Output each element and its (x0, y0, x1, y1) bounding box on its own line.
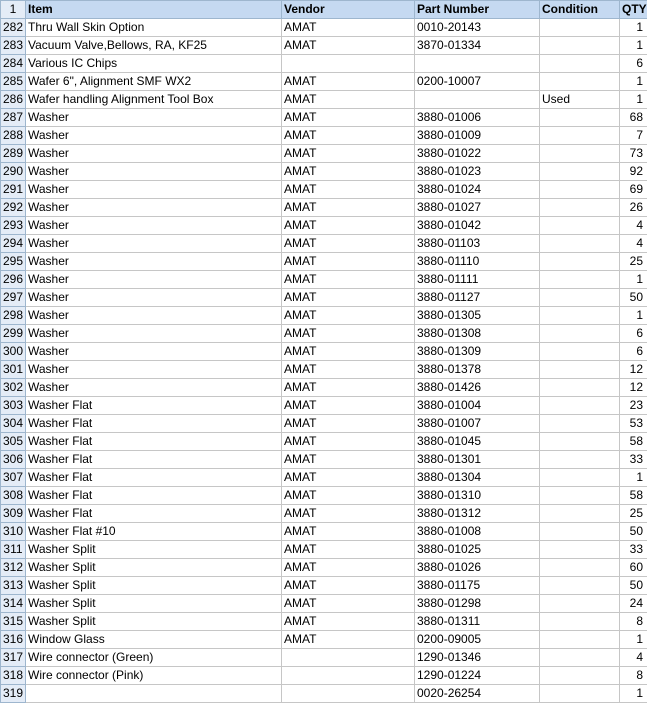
table-body (1, 1, 647, 703)
table-row (1, 433, 647, 451)
cell-part-number[interactable]: 3880-01103 (415, 235, 540, 253)
cell-condition[interactable] (540, 271, 620, 289)
cell-item[interactable]: Washer Split (26, 541, 282, 559)
table-row (1, 55, 647, 73)
cell-item[interactable]: Various IC Chips (26, 55, 282, 73)
column-header-condition[interactable]: Condition (540, 1, 620, 19)
cell-condition[interactable] (540, 253, 620, 271)
cell-item[interactable]: Washer (26, 217, 282, 235)
cell-condition[interactable] (540, 613, 620, 631)
row-header[interactable]: 297 (1, 289, 26, 307)
cell-qty[interactable]: 73 (620, 145, 647, 163)
cell-item[interactable]: Washer Flat (26, 451, 282, 469)
cell-vendor[interactable]: AMAT (282, 163, 415, 181)
cell-part-number[interactable]: 3880-01308 (415, 325, 540, 343)
row-header[interactable]: 304 (1, 415, 26, 433)
cell-part-number[interactable]: 1290-01346 (415, 649, 540, 667)
cell-condition[interactable] (540, 109, 620, 127)
table-row (1, 685, 647, 703)
cell-vendor[interactable]: AMAT (282, 271, 415, 289)
cell-vendor[interactable]: AMAT (282, 505, 415, 523)
cell-part-number[interactable]: 3880-01111 (415, 271, 540, 289)
row-header[interactable]: 311 (1, 541, 26, 559)
table-row (1, 469, 647, 487)
cell-item[interactable]: Thru Wall Skin Option (26, 19, 282, 37)
row-header[interactable]: 285 (1, 73, 26, 91)
row-header[interactable]: 288 (1, 127, 26, 145)
cell-qty[interactable]: 33 (620, 451, 647, 469)
cell-vendor[interactable]: AMAT (282, 127, 415, 145)
cell-qty[interactable]: 68 (620, 109, 647, 127)
table-row (1, 649, 647, 667)
cell-condition[interactable] (540, 181, 620, 199)
row-header[interactable]: 295 (1, 253, 26, 271)
cell-vendor[interactable] (282, 55, 415, 73)
header-row (1, 1, 647, 19)
cell-qty[interactable]: 8 (620, 667, 647, 685)
column-header-qty[interactable]: QTY (620, 1, 647, 19)
table-row (1, 505, 647, 523)
row-header[interactable]: 317 (1, 649, 26, 667)
table-row (1, 325, 647, 343)
cell-condition[interactable] (540, 685, 620, 703)
cell-vendor[interactable]: AMAT (282, 541, 415, 559)
cell-item[interactable]: Washer (26, 379, 282, 397)
cell-item[interactable]: Washer (26, 199, 282, 217)
cell-qty[interactable]: 50 (620, 523, 647, 541)
cell-condition[interactable] (540, 145, 620, 163)
cell-qty[interactable]: 58 (620, 433, 647, 451)
row-header[interactable]: 308 (1, 487, 26, 505)
cell-condition[interactable] (540, 37, 620, 55)
cell-vendor[interactable]: AMAT (282, 325, 415, 343)
cell-part-number[interactable]: 3880-01426 (415, 379, 540, 397)
cell-qty[interactable]: 7 (620, 127, 647, 145)
cell-item[interactable]: Washer Flat (26, 487, 282, 505)
cell-item[interactable]: Washer (26, 163, 282, 181)
table-row (1, 361, 647, 379)
cell-condition[interactable] (540, 469, 620, 487)
cell-vendor[interactable]: AMAT (282, 379, 415, 397)
cell-part-number[interactable]: 3880-01312 (415, 505, 540, 523)
cell-condition[interactable]: Used (540, 91, 620, 109)
cell-item[interactable]: Washer Flat (26, 415, 282, 433)
row-header[interactable]: 291 (1, 181, 26, 199)
cell-condition[interactable] (540, 307, 620, 325)
cell-vendor[interactable]: AMAT (282, 397, 415, 415)
cell-vendor[interactable] (282, 649, 415, 667)
table-row (1, 559, 647, 577)
cell-qty[interactable]: 33 (620, 541, 647, 559)
cell-vendor[interactable]: AMAT (282, 631, 415, 649)
cell-qty[interactable]: 1 (620, 37, 647, 55)
cell-condition[interactable] (540, 361, 620, 379)
row-header[interactable]: 287 (1, 109, 26, 127)
cell-vendor[interactable]: AMAT (282, 199, 415, 217)
table-row (1, 307, 647, 325)
cell-part-number[interactable]: 3880-01304 (415, 469, 540, 487)
row-header[interactable]: 284 (1, 55, 26, 73)
cell-condition[interactable] (540, 217, 620, 235)
table-row (1, 523, 647, 541)
row-header[interactable]: 300 (1, 343, 26, 361)
cell-part-number[interactable]: 3880-01009 (415, 127, 540, 145)
cell-condition[interactable] (540, 73, 620, 91)
row-header[interactable]: 318 (1, 667, 26, 685)
cell-vendor[interactable]: AMAT (282, 451, 415, 469)
row-header[interactable]: 313 (1, 577, 26, 595)
cell-vendor[interactable]: AMAT (282, 361, 415, 379)
cell-qty[interactable]: 12 (620, 379, 647, 397)
row-header[interactable]: 283 (1, 37, 26, 55)
cell-item[interactable] (26, 685, 282, 703)
table-row (1, 109, 647, 127)
table-row (1, 631, 647, 649)
table-row (1, 37, 647, 55)
cell-qty[interactable]: 4 (620, 217, 647, 235)
cell-condition[interactable] (540, 541, 620, 559)
table-row (1, 199, 647, 217)
cell-qty[interactable]: 1 (620, 469, 647, 487)
cell-qty[interactable]: 1 (620, 271, 647, 289)
cell-item[interactable]: Washer Flat (26, 505, 282, 523)
row-header[interactable]: 298 (1, 307, 26, 325)
cell-item[interactable]: Vacuum Valve,Bellows, RA, KF25 (26, 37, 282, 55)
cell-item[interactable]: Washer (26, 325, 282, 343)
table-row (1, 541, 647, 559)
cell-item[interactable]: Wafer handling Alignment Tool Box (26, 91, 282, 109)
cell-vendor[interactable]: AMAT (282, 109, 415, 127)
cell-qty[interactable]: 25 (620, 505, 647, 523)
row-header[interactable]: 306 (1, 451, 26, 469)
table-row (1, 667, 647, 685)
cell-qty[interactable]: 1 (620, 91, 647, 109)
cell-qty[interactable]: 1 (620, 73, 647, 91)
row-header[interactable]: 315 (1, 613, 26, 631)
cell-part-number[interactable]: 3880-01305 (415, 307, 540, 325)
cell-condition[interactable] (540, 163, 620, 181)
cell-item[interactable]: Washer Split (26, 613, 282, 631)
cell-condition[interactable] (540, 433, 620, 451)
table-row (1, 595, 647, 613)
cell-qty[interactable]: 50 (620, 577, 647, 595)
cell-vendor[interactable]: AMAT (282, 523, 415, 541)
cell-condition[interactable] (540, 379, 620, 397)
cell-vendor[interactable]: AMAT (282, 181, 415, 199)
cell-qty[interactable]: 92 (620, 163, 647, 181)
row-header[interactable]: 296 (1, 271, 26, 289)
table-row (1, 145, 647, 163)
table-row (1, 163, 647, 181)
cell-qty[interactable]: 26 (620, 199, 647, 217)
cell-part-number[interactable]: 3880-01022 (415, 145, 540, 163)
cell-condition[interactable] (540, 397, 620, 415)
cell-item[interactable]: Wafer 6", Alignment SMF WX2 (26, 73, 282, 91)
cell-vendor[interactable]: AMAT (282, 613, 415, 631)
cell-vendor[interactable]: AMAT (282, 235, 415, 253)
cell-condition[interactable] (540, 559, 620, 577)
row-header[interactable]: 294 (1, 235, 26, 253)
cell-item[interactable]: Washer Flat (26, 469, 282, 487)
cell-vendor[interactable] (282, 685, 415, 703)
table-row (1, 217, 647, 235)
row-header[interactable]: 302 (1, 379, 26, 397)
cell-item[interactable]: Washer Split (26, 577, 282, 595)
cell-condition[interactable] (540, 631, 620, 649)
cell-vendor[interactable]: AMAT (282, 37, 415, 55)
table-row (1, 397, 647, 415)
cell-qty[interactable]: 24 (620, 595, 647, 613)
cell-vendor[interactable] (282, 667, 415, 685)
cell-qty[interactable]: 12 (620, 361, 647, 379)
cell-condition[interactable] (540, 577, 620, 595)
cell-vendor[interactable]: AMAT (282, 217, 415, 235)
cell-vendor[interactable]: AMAT (282, 577, 415, 595)
cell-part-number[interactable]: 3880-01004 (415, 397, 540, 415)
cell-part-number[interactable]: 3870-01334 (415, 37, 540, 55)
row-header[interactable]: 286 (1, 91, 26, 109)
cell-vendor[interactable]: AMAT (282, 253, 415, 271)
cell-part-number[interactable]: 0200-10007 (415, 73, 540, 91)
cell-part-number[interactable]: 3880-01378 (415, 361, 540, 379)
cell-part-number[interactable]: 3880-01026 (415, 559, 540, 577)
cell-part-number[interactable] (415, 91, 540, 109)
table-row (1, 343, 647, 361)
cell-item[interactable]: Washer (26, 127, 282, 145)
table-row (1, 415, 647, 433)
row-header[interactable]: 303 (1, 397, 26, 415)
table-row (1, 235, 647, 253)
cell-qty[interactable]: 1 (620, 631, 647, 649)
cell-item[interactable]: Wire connector (Pink) (26, 667, 282, 685)
cell-qty[interactable]: 23 (620, 397, 647, 415)
table-row (1, 181, 647, 199)
cell-condition[interactable] (540, 505, 620, 523)
cell-item[interactable]: Window Glass (26, 631, 282, 649)
table-row (1, 73, 647, 91)
row-header[interactable]: 290 (1, 163, 26, 181)
row-header[interactable]: 307 (1, 469, 26, 487)
cell-condition[interactable] (540, 325, 620, 343)
cell-vendor[interactable]: AMAT (282, 343, 415, 361)
cell-condition[interactable] (540, 523, 620, 541)
cell-part-number[interactable]: 3880-01045 (415, 433, 540, 451)
cell-item[interactable]: Washer (26, 361, 282, 379)
cell-part-number[interactable]: 1290-01224 (415, 667, 540, 685)
table-row (1, 19, 647, 37)
cell-qty[interactable]: 8 (620, 613, 647, 631)
row-header[interactable]: 305 (1, 433, 26, 451)
table-row (1, 253, 647, 271)
cell-part-number[interactable]: 3880-01027 (415, 199, 540, 217)
cell-part-number[interactable]: 3880-01023 (415, 163, 540, 181)
cell-item[interactable]: Washer (26, 109, 282, 127)
row-header[interactable]: 301 (1, 361, 26, 379)
table-row (1, 271, 647, 289)
table-row (1, 451, 647, 469)
cell-condition[interactable] (540, 649, 620, 667)
cell-vendor[interactable]: AMAT (282, 307, 415, 325)
cell-part-number[interactable]: 0010-20143 (415, 19, 540, 37)
row-header[interactable]: 310 (1, 523, 26, 541)
cell-qty[interactable]: 53 (620, 415, 647, 433)
cell-part-number[interactable] (415, 55, 540, 73)
row-header[interactable]: 292 (1, 199, 26, 217)
cell-qty[interactable]: 58 (620, 487, 647, 505)
row-header[interactable]: 316 (1, 631, 26, 649)
row-header[interactable]: 1 (1, 1, 26, 19)
cell-item[interactable]: Washer (26, 235, 282, 253)
cell-qty[interactable]: 25 (620, 253, 647, 271)
row-header[interactable]: 309 (1, 505, 26, 523)
cell-qty[interactable]: 1 (620, 685, 647, 703)
cell-condition[interactable] (540, 595, 620, 613)
row-header[interactable]: 312 (1, 559, 26, 577)
cell-part-number[interactable]: 3880-01175 (415, 577, 540, 595)
cell-vendor[interactable]: AMAT (282, 487, 415, 505)
table-row (1, 127, 647, 145)
row-header[interactable]: 299 (1, 325, 26, 343)
cell-condition[interactable] (540, 127, 620, 145)
row-header[interactable]: 282 (1, 19, 26, 37)
column-header-item[interactable]: Item (26, 1, 282, 19)
row-header[interactable]: 319 (1, 685, 26, 703)
cell-part-number[interactable]: 3880-01024 (415, 181, 540, 199)
cell-condition[interactable] (540, 55, 620, 73)
cell-vendor[interactable]: AMAT (282, 145, 415, 163)
cell-vendor[interactable]: AMAT (282, 91, 415, 109)
cell-qty[interactable]: 6 (620, 325, 647, 343)
cell-vendor[interactable]: AMAT (282, 433, 415, 451)
cell-item[interactable]: Washer Split (26, 559, 282, 577)
cell-part-number[interactable]: 0020-26254 (415, 685, 540, 703)
cell-item[interactable]: Washer (26, 181, 282, 199)
cell-item[interactable]: Wire connector (Green) (26, 649, 282, 667)
row-header[interactable]: 314 (1, 595, 26, 613)
table-row (1, 91, 647, 109)
table-row (1, 577, 647, 595)
cell-vendor[interactable]: AMAT (282, 73, 415, 91)
cell-condition[interactable] (540, 343, 620, 361)
cell-vendor[interactable]: AMAT (282, 469, 415, 487)
cell-part-number[interactable]: 0200-09005 (415, 631, 540, 649)
cell-part-number[interactable]: 3880-01310 (415, 487, 540, 505)
cell-qty[interactable]: 4 (620, 649, 647, 667)
cell-condition[interactable] (540, 667, 620, 685)
table-row (1, 289, 647, 307)
cell-part-number[interactable]: 3880-01311 (415, 613, 540, 631)
cell-condition[interactable] (540, 289, 620, 307)
table-row (1, 613, 647, 631)
cell-item[interactable]: Washer (26, 307, 282, 325)
cell-part-number[interactable]: 3880-01301 (415, 451, 540, 469)
cell-condition[interactable] (540, 235, 620, 253)
table-row (1, 379, 647, 397)
cell-item[interactable]: Washer (26, 145, 282, 163)
cell-vendor[interactable]: AMAT (282, 559, 415, 577)
cell-item[interactable]: Washer (26, 343, 282, 361)
cell-item[interactable]: Washer Split (26, 595, 282, 613)
table-row (1, 487, 647, 505)
cell-qty[interactable]: 1 (620, 19, 647, 37)
cell-part-number[interactable]: 3880-01008 (415, 523, 540, 541)
cell-qty[interactable]: 69 (620, 181, 647, 199)
cell-condition[interactable] (540, 199, 620, 217)
cell-item[interactable]: Washer (26, 253, 282, 271)
cell-item[interactable]: Washer Flat (26, 433, 282, 451)
column-header-vendor[interactable]: Vendor (282, 1, 415, 19)
cell-item[interactable]: Washer (26, 289, 282, 307)
row-header[interactable]: 293 (1, 217, 26, 235)
column-header-part-number[interactable]: Part Number (415, 1, 540, 19)
cell-qty[interactable]: 1 (620, 307, 647, 325)
cell-part-number[interactable]: 3880-01025 (415, 541, 540, 559)
cell-part-number[interactable]: 3880-01042 (415, 217, 540, 235)
cell-qty[interactable]: 50 (620, 289, 647, 307)
cell-vendor[interactable]: AMAT (282, 595, 415, 613)
row-header[interactable]: 289 (1, 145, 26, 163)
cell-part-number[interactable]: 3880-01007 (415, 415, 540, 433)
cell-vendor[interactable]: AMAT (282, 289, 415, 307)
cell-condition[interactable] (540, 487, 620, 505)
cell-vendor[interactable]: AMAT (282, 415, 415, 433)
cell-vendor[interactable]: AMAT (282, 19, 415, 37)
cell-qty[interactable]: 6 (620, 343, 647, 361)
cell-qty[interactable]: 60 (620, 559, 647, 577)
cell-part-number[interactable]: 3880-01309 (415, 343, 540, 361)
cell-qty[interactable]: 6 (620, 55, 647, 73)
cell-condition[interactable] (540, 19, 620, 37)
cell-part-number[interactable]: 3880-01006 (415, 109, 540, 127)
cell-part-number[interactable]: 3880-01298 (415, 595, 540, 613)
cell-item[interactable]: Washer (26, 271, 282, 289)
cell-condition[interactable] (540, 451, 620, 469)
cell-item[interactable]: Washer Flat (26, 397, 282, 415)
cell-part-number[interactable]: 3880-01127 (415, 289, 540, 307)
cell-item[interactable]: Washer Flat #10 (26, 523, 282, 541)
cell-qty[interactable]: 4 (620, 235, 647, 253)
cell-part-number[interactable]: 3880-01110 (415, 253, 540, 271)
cell-condition[interactable] (540, 415, 620, 433)
